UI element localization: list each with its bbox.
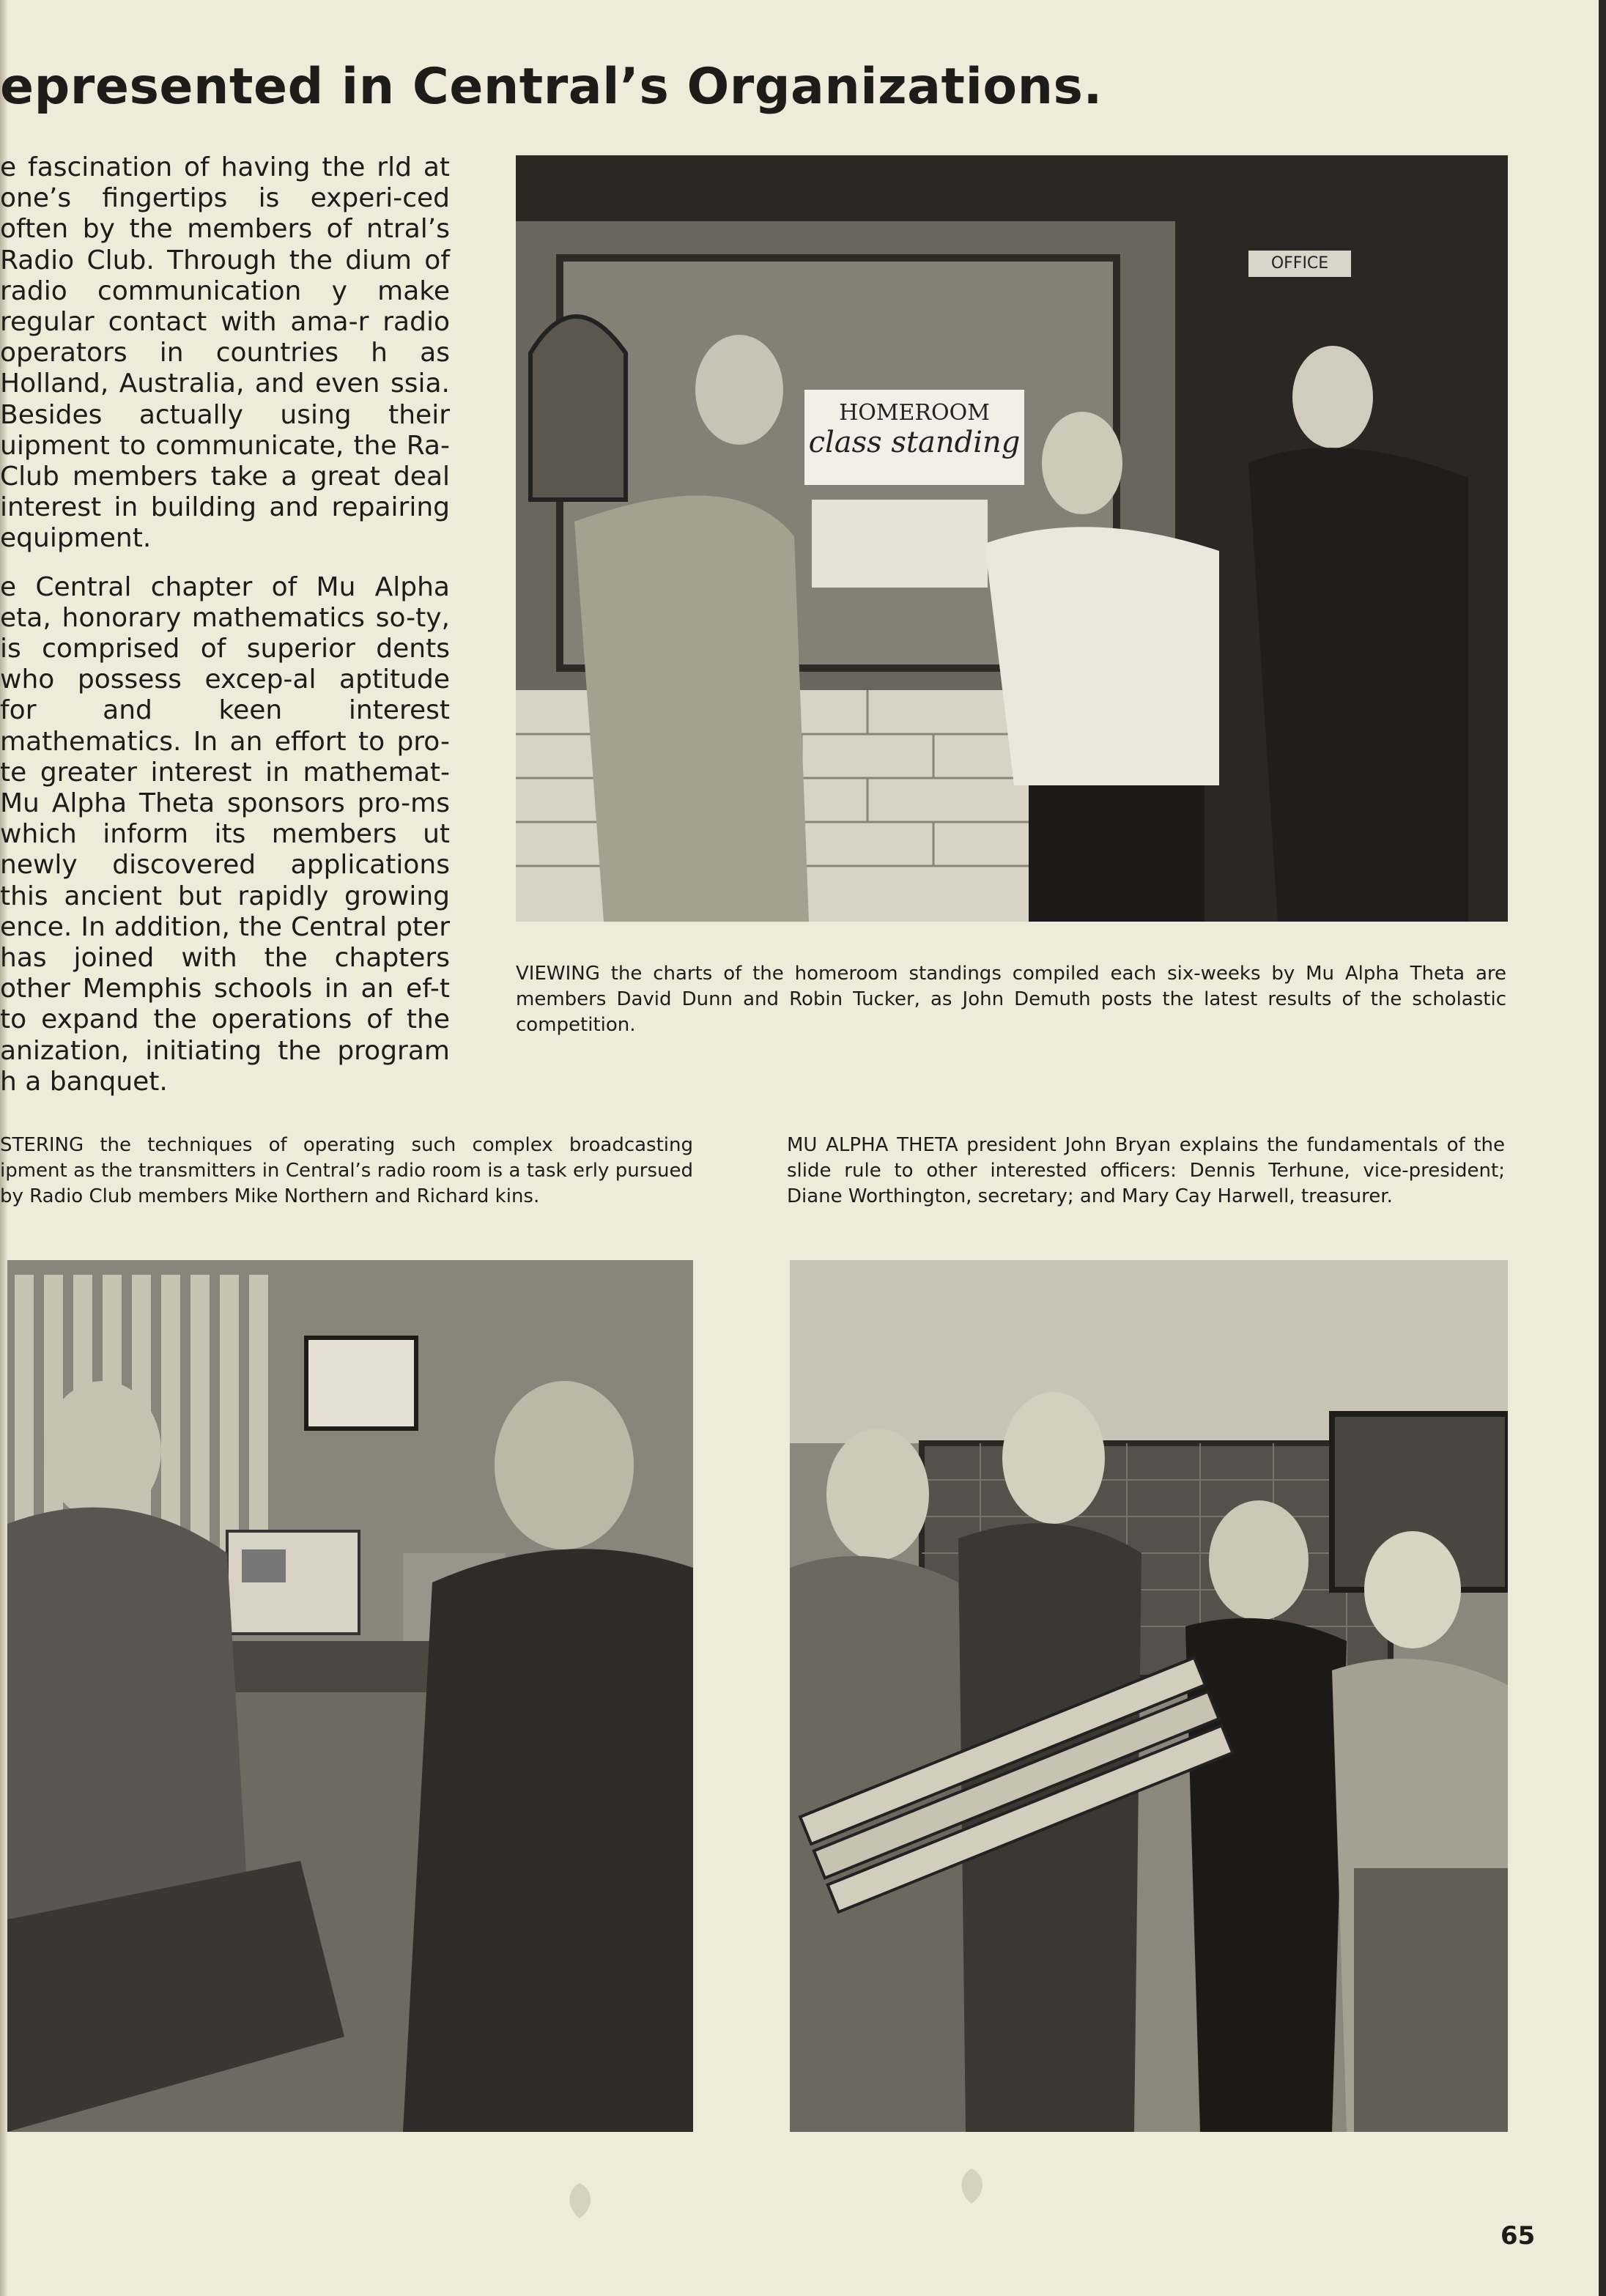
homeroom-standings-photo	[516, 155, 1508, 922]
slide-rule-photo	[790, 1260, 1508, 2132]
office-door-sign: OFFICE	[1270, 254, 1329, 273]
homeroom-sign-line2: class standing	[808, 426, 1021, 459]
homeroom-sign-line1: HOMEROOM	[839, 400, 990, 426]
faint-leaf-mark-right	[952, 2167, 991, 2205]
mu-alpha-theta-paragraph: e Central chapter of Mu Alpha eta, honorary mathematics so-ty, is comprised of superior dents who possess excep-al aptitude for and keen interest mathematics. In an effort to pro-te greater interest in mathemat- Mu Alpha Theta sponsors pro-ms which inform its members ut newly discovered applications this ancient but rapidly growing ence. In addition, the Central pter has joined with the chapters other Memphis schools in an ef-t to expand the operations of the anization, initiating the program h a banquet.	[0, 571, 450, 1097]
homeroom-photo-caption: VIEWING the charts of the homeroom standings compiled each six-weeks by Mu Alpha Theta are members David Dunn and Robin Tucker, as John Demuth posts the latest results of the scholastic competition.	[516, 963, 1506, 1036]
page-edge-right	[1599, 0, 1606, 2296]
page-headline: epresented in Central’s Organizations.	[0, 58, 1103, 116]
radio-room-photo	[7, 1260, 693, 2132]
page-number: 65	[1500, 2221, 1536, 2251]
radio-photo-caption: STERING the techniques of operating such complex broadcasting ipment as the transmitters in Central’s radio room is a task erly pursued by Radio Club members Mike Northern and Richard kins.	[0, 1134, 693, 1207]
faint-leaf-mark-left	[560, 2182, 599, 2220]
slide-rule-photo-caption: MU ALPHA THETA president John Bryan explains the fundamentals of the slide rule to other interested officers: Dennis Terhune, vice-president; Diane Worthington, secretary; and Mary Cay Harwell, treasurer.	[787, 1134, 1505, 1207]
body-text-column	[0, 152, 450, 1115]
homeroom-sign	[804, 390, 1024, 485]
radio-club-paragraph: e fascination of having the rld at one’s fingertips is experi-ced often by the members of ntral’s Radio Club. Through the dium of radio communication y make regular contact with ama-r radio operators in countries h as Holland, Australia, and even ssia. Besides actually using their uipment to communicate, the Ra- Club members take a great deal interest in building and repairing equipment.	[0, 152, 450, 554]
